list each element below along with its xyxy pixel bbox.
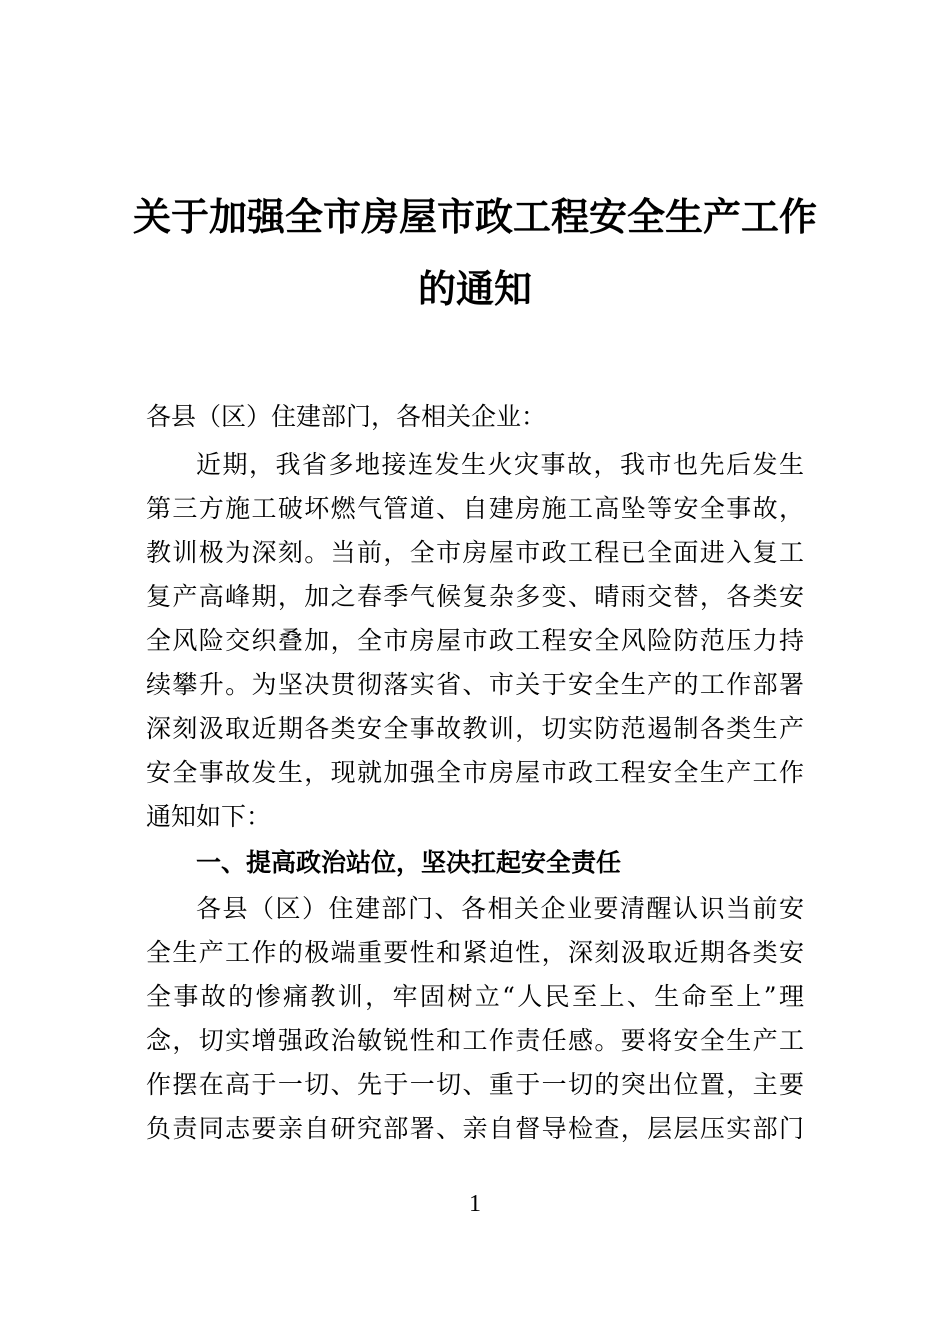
page-number: 1 <box>469 1191 481 1217</box>
paragraph-line: 全事故的惨痛教训，牢固树立“人民至上、生命至上”理 <box>146 982 804 1011</box>
paragraph-line: 深刻汲取近期各类安全事故教训，切实防范遏制各类生产 <box>146 714 804 743</box>
paragraph-line: 全生产工作的极端重要性和紧迫性，深刻汲取近期各类安 <box>146 938 804 967</box>
section-heading: 一、提高政治站位，坚决扛起安全责任 <box>196 848 622 877</box>
paragraph-line: 作摆在高于一切、先于一切、重于一切的突出位置，主要 <box>146 1070 804 1099</box>
paragraph-line: 负责同志要亲自研究部署、亲自督导检查，层层压实部门 <box>146 1114 804 1143</box>
paragraph-line: 教训极为深刻。当前，全市房屋市政工程已全面进入复工 <box>146 538 804 567</box>
paragraph-line: 念，切实增强政治敏锐性和工作责任感。要将安全生产工 <box>146 1026 804 1055</box>
paragraph-line: 安全事故发生，现就加强全市房屋市政工程安全生产工作 <box>146 758 804 787</box>
document-title-line-2: 的通知 <box>417 266 532 311</box>
salutation: 各县（区）住建部门，各相关企业： <box>146 402 547 431</box>
paragraph-line: 全风险交织叠加，全市房屋市政工程安全风险防范压力持 <box>146 626 804 655</box>
paragraph-line: 近期，我省多地接连发生火灾事故，我市也先后发生 <box>196 450 804 479</box>
document-title-line-1: 关于加强全市房屋市政工程安全生产工作 <box>132 194 817 239</box>
paragraph-line: 续攀升。为坚决贯彻落实省、市关于安全生产的工作部署 <box>146 670 804 699</box>
paragraph-line: 复产高峰期，加之春季气候复杂多变、晴雨交替，各类安 <box>146 582 804 611</box>
paragraph-line: 第三方施工破坏燃气管道、自建房施工高坠等安全事故， <box>146 494 804 523</box>
paragraph-line: 各县（区）住建部门、各相关企业要清醒认识当前安 <box>196 894 804 923</box>
paragraph-line: 通知如下： <box>146 802 272 831</box>
